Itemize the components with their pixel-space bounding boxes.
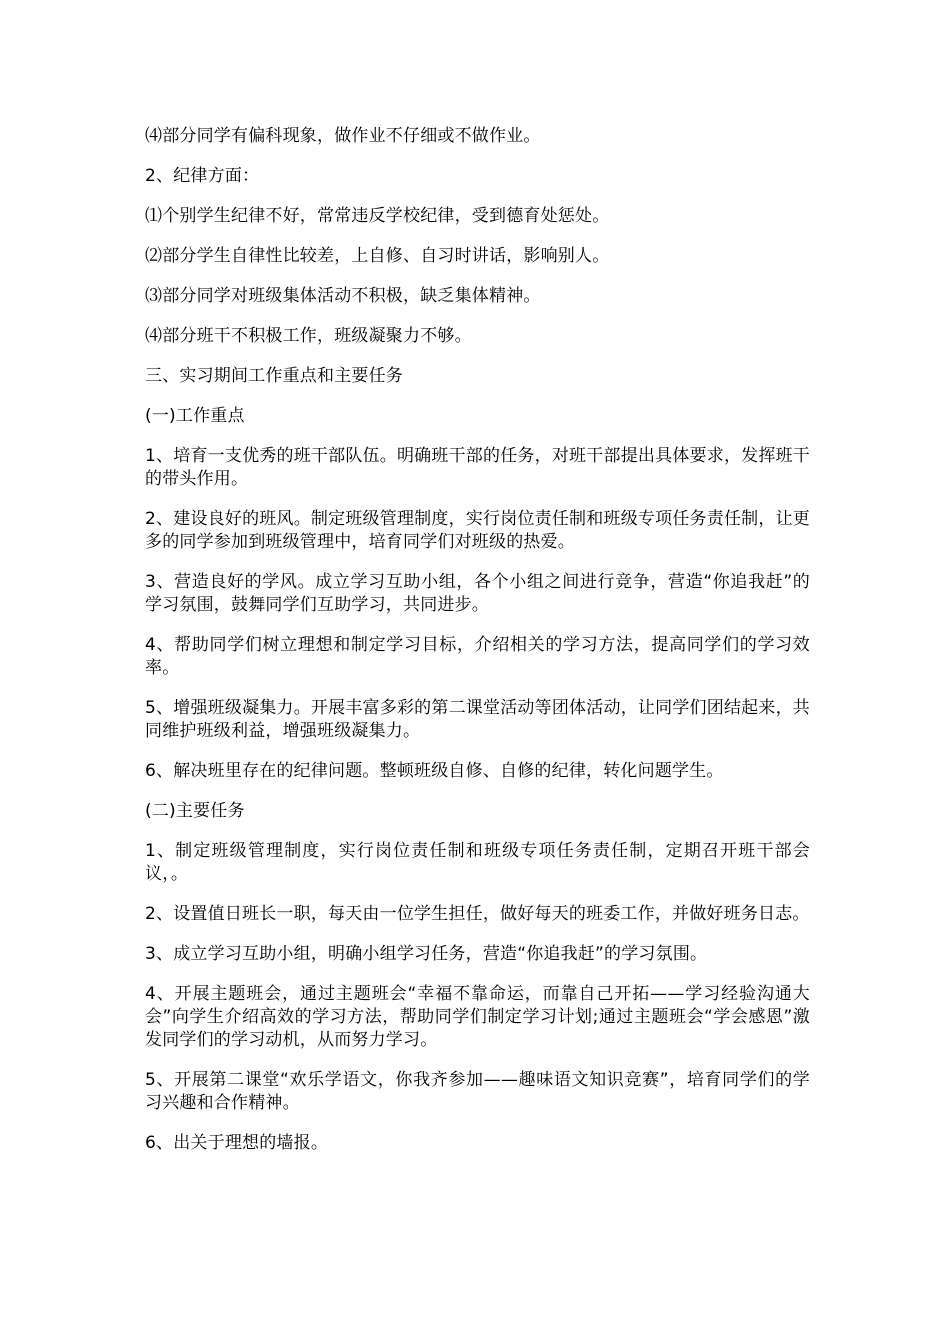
subsection-heading-2: (二)主要任务 <box>145 801 245 821</box>
paragraph-13: 5、增强班级凝集力。开展丰富多彩的第二课堂活动等团体活动，让同学们团结起来，共同维护班级利益，增强班级凝集力。 <box>145 698 810 741</box>
paragraph-14: 6、解决班里存在的纪律问题。整顿班级自修、自修的纪律，转化问题学生。 <box>145 761 724 781</box>
paragraph-11: 3、营造良好的学风。成立学习互助小组，各个小组之间进行竞争，营造“你追我赶”的学习氛围，鼓舞同学们互助学习，共同进步。 <box>145 572 810 615</box>
paragraph-5: ⑶部分同学对班级集体活动不积极，缺乏集体精神。 <box>145 286 541 306</box>
paragraph-4: ⑵部分学生自律性比较差，上自修、自习时讲话，影响别人。 <box>145 246 610 266</box>
paragraph-19: 4、开展主题班会，通过主题班会“幸福不靠命运，而靠自己开拓——学习经验沟通大会”向学生介绍高效的学习方法，帮助同学们制定学习计划;通过主题班会“学会感恩”激发同学们的学习动机，从而努力学习。 <box>145 984 810 1050</box>
paragraph-21: 6、出关于理想的墙报。 <box>145 1133 329 1153</box>
paragraph-1: ⑷部分同学有偏科现象，做作业不仔细或不做作业。 <box>145 126 541 146</box>
subsection-heading-1: (一)工作重点 <box>145 406 245 426</box>
paragraph-17: 2、设置值日班长一职，每天由一位学生担任，做好每天的班委工作，并做好班务日志。 <box>145 904 810 924</box>
paragraph-6: ⑷部分班干不积极工作，班级凝聚力不够。 <box>145 326 472 346</box>
paragraph-20: 5、开展第二课堂“欢乐学语文，你我齐参加——趣味语文知识竞赛”，培育同学们的学习兴趣和合作精神。 <box>145 1070 810 1113</box>
paragraph-16: 1、制定班级管理制度，实行岗位责任制和班级专项任务责任制，定期召开班干部会议，。 <box>145 841 810 884</box>
paragraph-12: 4、帮助同学们树立理想和制定学习目标，介绍相关的学习方法，提高同学们的学习效率。 <box>145 635 810 678</box>
document-page <box>145 125 810 1172</box>
paragraph-9: 1、培育一支优秀的班干部队伍。明确班干部的任务，对班干部提出具体要求，发挥班干的带头作用。 <box>145 446 810 489</box>
section-heading: 三、实习期间工作重点和主要任务 <box>145 366 403 386</box>
paragraph-3: ⑴个别学生纪律不好，常常违反学校纪律，受到德育处惩处。 <box>145 206 610 226</box>
paragraph-18: 3、成立学习互助小组，明确小组学习任务，营造“你追我赶”的学习氛围。 <box>145 944 708 964</box>
paragraph-10: 2、建设良好的班风。制定班级管理制度，实行岗位责任制和班级专项任务责任制，让更多的同学参加到班级管理中，培育同学们对班级的热爱。 <box>145 509 810 552</box>
paragraph-2: 2、纪律方面： <box>145 166 260 186</box>
